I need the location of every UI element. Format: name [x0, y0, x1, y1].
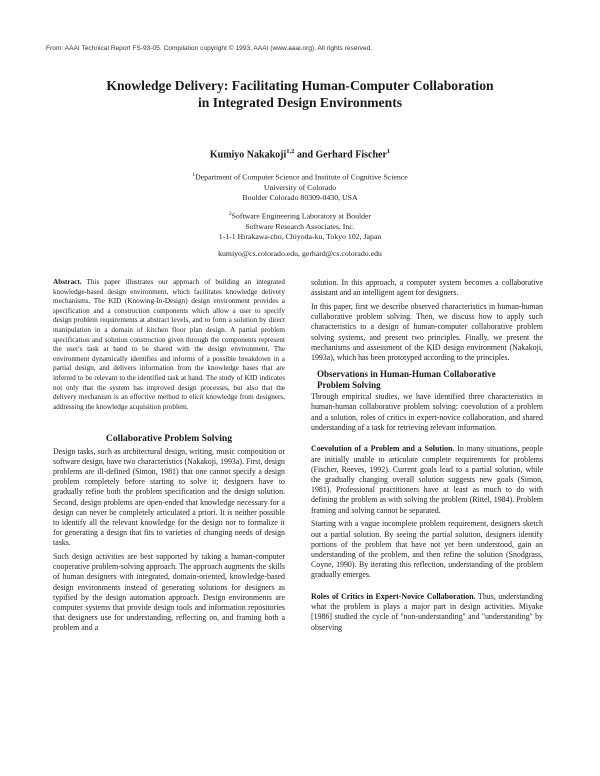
copyright-note: From: AAAI Technical Report FS-93-05. Compilation copyright © 1993, AAAI (www.aaai.org). All rights reserved.	[46, 45, 373, 52]
author-emails: kumiyo@cs.colorado.edu, gerhard@cs.colorado.edu	[218, 249, 382, 258]
left-column	[53, 278, 285, 637]
author-2-affil: 1	[386, 148, 391, 155]
coevolution-text: In many situations, people are initially unable to articulate complete requirements for problems (Fischer, Reeves, 1992). Current goals lead to a partial solution, while the gradually changing overall solution suggests new goals (Simon, 1981). Professional practitioners have at least as much to do with defining the problem as with solving the problem (Rittel, 1984). Problem framing and solving cannot be separated.	[311, 444, 543, 515]
section1-paragraph-2: Such design activities are best supported by taking a human-computer cooperative problem-solving approach. The approach augments the skills of human designers with integrated, domain-oriented, knowledge-based design environments instead of generating solutions for designers as typified by the design automation approach. Design environments are computer systems that provide design tools and information repositories that designers use for understanding, reflecting on, and framing both a problem and a	[53, 552, 285, 633]
affiliation-2	[110, 209, 490, 243]
right-paragraph-3: Through empirical studies, we have identified three characteristics in human-human collaborative problem solving: coevolution of a problem and a solution, roles of critics in expert-novice collaboration, and shared understanding of a task for retrieving relevant information.	[311, 392, 543, 432]
section-heading-observations	[311, 369, 543, 391]
affil-2-sup: 2	[228, 211, 232, 217]
affiliation-1	[110, 170, 490, 204]
affil-1-line-2: University of Colorado	[263, 183, 337, 192]
section-heading-collaborative: Collaborative Problem Solving	[105, 433, 233, 445]
title-line-2: in Integrated Design Environments	[197, 95, 403, 110]
right-paragraph-1: solution. In this approach, a computer system becomes a collaborative assistant and an intelligent agent for designers.	[311, 278, 543, 298]
affil-1-sup: 1	[192, 172, 196, 178]
paper-title	[60, 77, 540, 111]
section1-paragraph-1: Design tasks, such as architectural design, writing, music composition or software design, have two characteristics (Nakakoji, 1993a). First, design problems are ill-defined (Simon, 1981) that one cannot specify a design problem completely before starting to solve it; designers have to gradually refine both the problem specification and the design solution. Second, design problems are open-ended that knowledge necessary for a design can never be completely articulated a priori. It is neither possible to identify all the relevant knowledge for the design nor to formalize it for generating a design that fits to varieties of changing needs of design tasks.	[53, 446, 285, 548]
critics-text: Thus, understanding what the problem is plays a major part in design activities. Miyake [1986] studied the cycle of ''non-understanding'' and ''understanding'' by observing	[311, 592, 543, 632]
observations-heading-line-2: Problem Solving	[317, 380, 381, 391]
author-1-affil: 1,2	[286, 148, 295, 155]
coevolution-label: Coevolution of a Problem and a Solution.	[311, 444, 455, 454]
affil-2-line-3: 1-1-1 Hirakawa-cho, Chiyoda-ku, Tokyo 102, Japan	[218, 232, 382, 242]
right-column	[311, 278, 543, 636]
affil-2-line-1: Software Engineering Laboratory at Boulder	[231, 211, 372, 221]
title-line-1: Knowledge Delivery: Facilitating Human-Computer Collaboration	[106, 78, 494, 93]
affil-2-line-2: Software Research Associates, Inc.	[245, 222, 355, 231]
author-1: Kumiyo Nakakoji	[209, 149, 287, 161]
author-conj: and	[294, 149, 316, 161]
affil-1-line-1: Department of Computer Science and Institute of Cognitive Science	[195, 172, 408, 182]
right-paragraph-4	[311, 444, 543, 515]
right-paragraph-5: Starting with a vague incomplete problem requirement, designers sketch out a partial solution. By seeing the partial solution, designers identify portions of the problem that have not yet been understood, gain an understanding of the problem, and then refine the solution (Snodgrass, Coyne, 1990). By iterating this reflection, understanding of the problem gradually emerges.	[311, 519, 543, 580]
abstract-label: Abstract.	[53, 278, 82, 286]
critics-label: Roles of Critics in Expert-Novice Collaboration.	[311, 592, 476, 602]
abstract-text: This paper illustrates our approach of building an integrated knowledge-based design environment, which facilitates knowledge delivery mechanisms. The KID (Knowing-In-Design) design environment provides a specification and a construction components which allow a user to specify design problem requirements at abstract levels, and to form a solution by direct manipulation in a domain of kitchen floor plan design. A partial problem specification and solution construction given through the components represent the user's task at hand to be shared with the design environment. The environment dynamically identifies and informs of a possible breakdown in a partial design, and delivers information from the knowledge bases that are inferred to be relevant to the identified task at hand. The study of KID indicates not only that the system has improved design processes, but also that the delivery mechanism is an effective method to elicit knowledge from designers, addressing the knowledge acquisition problem.	[53, 278, 285, 411]
abstract	[53, 278, 285, 412]
affil-1-line-3: Boulder Colorado 80309-0430, USA	[242, 193, 358, 203]
right-paragraph-6	[311, 592, 543, 633]
author-2: Gerhard Fischer	[315, 149, 387, 161]
observations-heading-line-1: Observations in Human-Human Collaborative	[317, 369, 496, 380]
right-paragraph-2: In this paper, first we describe observed characteristics in human-human collaborative problem solving. Then, we discuss how to apply such characteristics to a design of human-computer collaborative problem solving systems, and present two principles. Finally, we present the mechanisms and assessment of the KID design environment (Nakakoji, 1993a), which has been prototyped according to the principles.	[311, 301, 543, 362]
author-list	[100, 148, 500, 160]
